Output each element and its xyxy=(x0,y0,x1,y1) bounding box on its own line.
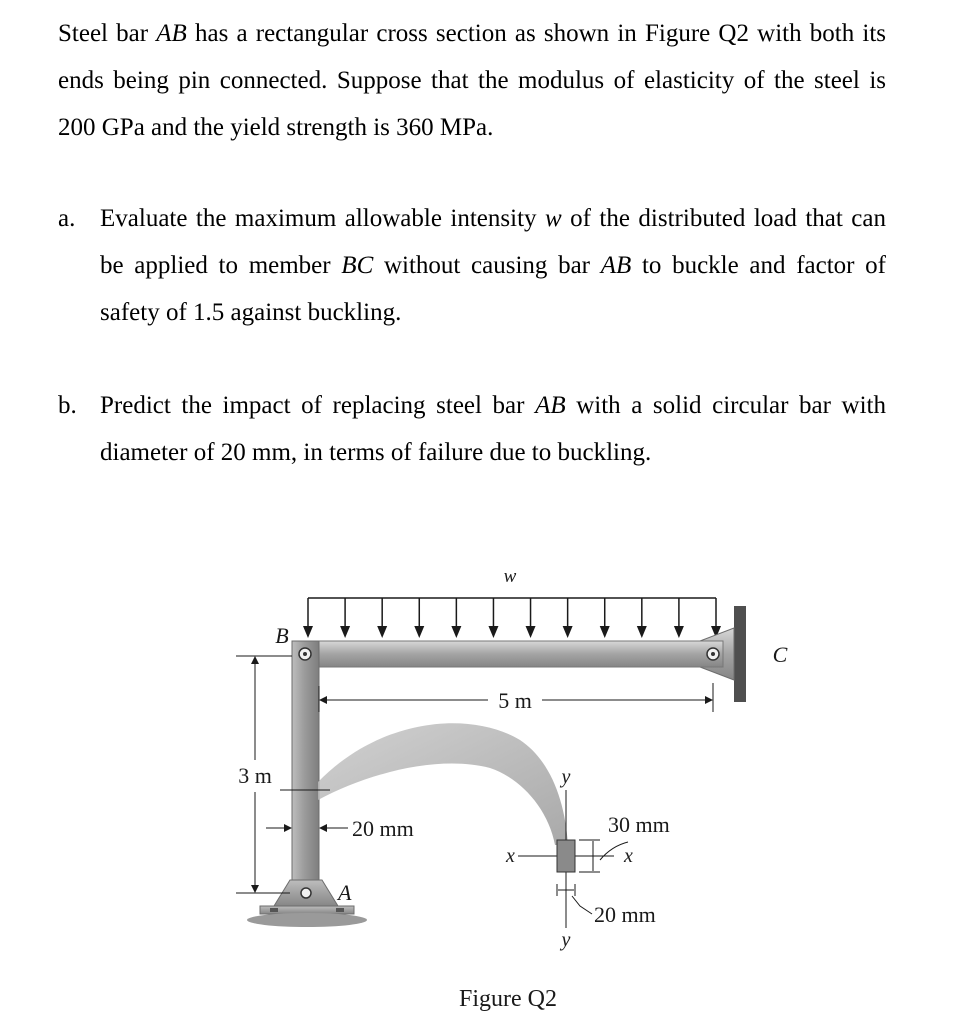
load-arrow-head xyxy=(600,626,610,638)
part-a-marker: a. xyxy=(58,205,76,232)
bolt-right xyxy=(336,908,344,912)
dim-20mm-section-label: 20 mm xyxy=(594,902,656,927)
beam-bc xyxy=(293,641,723,667)
figure-caption: Figure Q2 xyxy=(459,986,557,1012)
column-ab xyxy=(292,641,319,903)
part-b-text-1: Predict the impact of replacing steel bar xyxy=(100,392,536,419)
pin-b-center xyxy=(303,652,307,656)
section-x-label-right: x xyxy=(624,845,633,867)
intro-text-2: has a rectangular cross section as shown in Figure Q2 with both its ends being pin connected. Suppose that the modulus of elasticity of the steel is 200 GPa and the yield strength is 360 MPa. xyxy=(58,20,886,141)
load-arrow-head xyxy=(377,626,387,638)
section-x-label-left: x xyxy=(506,845,515,867)
part-b-text-2: with a solid circular bar with diameter of 20 mm, in terms of failure due to buckling. xyxy=(100,392,886,466)
intro-bar-ab: AB xyxy=(156,20,187,47)
part-a-text-4: to buckle and factor of safety of 1.5 against buckling. xyxy=(100,252,886,326)
load-arrow-head xyxy=(563,626,573,638)
part-b-marker: b. xyxy=(58,392,77,419)
load-arrow-head xyxy=(451,626,461,638)
load-arrow-head xyxy=(340,626,350,638)
load-arrow-head xyxy=(488,626,498,638)
label-a: A xyxy=(338,880,352,905)
dim-5m-label: 5 m xyxy=(498,688,532,713)
intro-text-1: Steel bar xyxy=(58,20,157,47)
section-rectangle xyxy=(557,840,575,872)
part-a-bar-ab: AB xyxy=(600,252,632,279)
label-b: B xyxy=(275,623,289,648)
load-w-label: w xyxy=(503,566,517,587)
load-arrow-head xyxy=(526,626,536,638)
bolt-left xyxy=(270,908,278,912)
figure-q2-drawing xyxy=(0,540,965,1024)
part-a-text-1: Evaluate the maximum allowable intensity xyxy=(100,205,545,232)
dim-3m-label: 3 m xyxy=(238,763,272,788)
pin-a xyxy=(301,888,311,898)
dim-30mm-label: 30 mm xyxy=(608,812,670,837)
problem-intro xyxy=(58,10,886,151)
wall-support-c xyxy=(734,606,746,702)
load-arrow-head xyxy=(637,626,647,638)
dim-20mm-sec-leader xyxy=(572,896,592,914)
section-y-label-bottom: y xyxy=(561,929,571,951)
pin-c-center xyxy=(711,652,715,656)
load-arrow-head xyxy=(674,626,684,638)
part-b-bar-ab: AB xyxy=(535,392,566,419)
part-a-text-2: of the distributed load that can be applied to member xyxy=(100,205,886,279)
ground xyxy=(247,913,367,927)
load-arrow-head xyxy=(303,626,313,638)
section-y-label-top: y xyxy=(561,766,571,788)
part-a-var-w: w xyxy=(544,205,562,232)
part-a-text xyxy=(100,195,886,336)
load-arrow-head xyxy=(414,626,424,638)
part-a-text-3: without causing bar xyxy=(373,252,601,279)
dim-20mm-bar-label: 20 mm xyxy=(352,816,414,841)
distributed-load-arrows xyxy=(303,598,721,638)
figure-q2 xyxy=(0,540,965,1024)
part-a-member-bc: BC xyxy=(341,252,374,279)
part-b-text xyxy=(100,382,886,476)
label-c: C xyxy=(772,642,788,667)
